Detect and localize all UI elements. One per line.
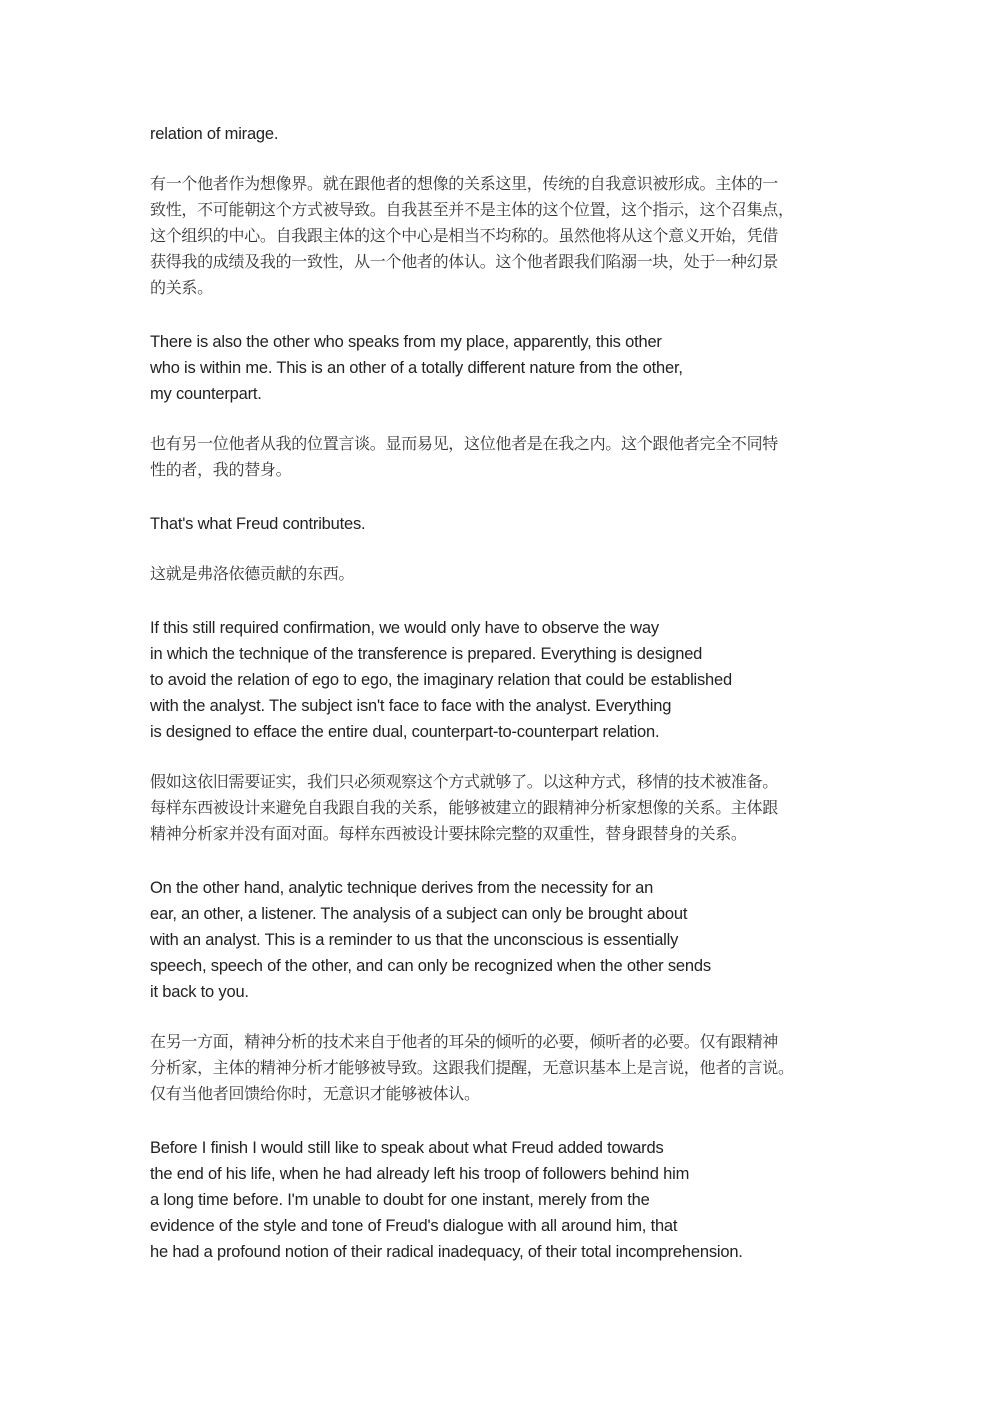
paragraph-en: relation of mirage.	[150, 125, 279, 143]
paragraph-en: On the other hand, analytic technique derives from the necessity for an ear, an other, a listener. The analysis of a subject can only be brought about with an analyst. This is a reminder to us that the unconscious is essentially speech, speech of the other, and can only be recognized when the other sends it back to you.	[150, 879, 711, 1001]
paragraph-en: If this still required confirmation, we would only have to observe the way in which the technique of the transference is prepared. Everything is designed to avoid the relation of ego to ego, the imaginary relation that could be established with the analyst. The subject isn't face to face with the analyst. Everything is designed to efface the entire dual, counterpart-to-counterpart relation.	[150, 619, 732, 741]
paragraph-zh: 这就是弗洛依德贡献的东西。	[150, 564, 355, 583]
paragraph-en: There is also the other who speaks from my place, apparently, this other who is within me. This is an other of a totally different nature from the other, my counterpart.	[150, 333, 683, 403]
paragraph-en: That's what Freud contributes.	[150, 515, 366, 533]
paragraph-zh: 在另一方面，精神分析的技术来自于他者的耳朵的倾听的必要，倾听者的必要。仅有跟精神 分析家，主体的精神分析才能够被导致。这跟我们提醒，无意识基本上是言说，他者的言说。 仅有当他者回馈给你时，无意识才能够被体认。	[150, 1032, 794, 1103]
paragraph-zh: 有一个他者作为想像界。就在跟他者的想像的关系这里，传统的自我意识被形成。主体的一 致性，不可能朝这个方式被导致。自我甚至并不是主体的这个位置，这个指示，这个召集点， 这个组织的中心。自我跟主体的这个中心是相当不均称的。虽然他将从这个意义开始，凭借 获得我的成绩及我的一致性，从一个他者的体认。这个他者跟我们陷溺一块，处于一种幻景 的关系。	[150, 174, 794, 297]
paragraph-en: Before I finish I would still like to speak about what Freud added towards the end of his life, when he had already left his troop of followers behind him a long time before. I'm unable to doubt for one instant, merely from the evidence of the style and tone of Freud's dialogue with all around him, that he had a profound notion of their radical inadequacy, of their total incomprehension.	[150, 1139, 743, 1261]
paragraph-zh: 假如这依旧需要证实，我们只必须观察这个方式就够了。以这种方式，移情的技术被准备。 每样东西被设计来避免自我跟自我的关系，能够被建立的跟精神分析家想像的关系。主体跟 精神分析家并没有面对面。每样东西被设计要抹除完整的双重性，替身跟替身的关系。	[150, 772, 779, 843]
document-page	[150, 121, 850, 1265]
paragraph-zh: 也有另一位他者从我的位置言谈。显而易见，这位他者是在我之内。这个跟他者完全不同特 性的者，我的替身。	[150, 434, 779, 479]
